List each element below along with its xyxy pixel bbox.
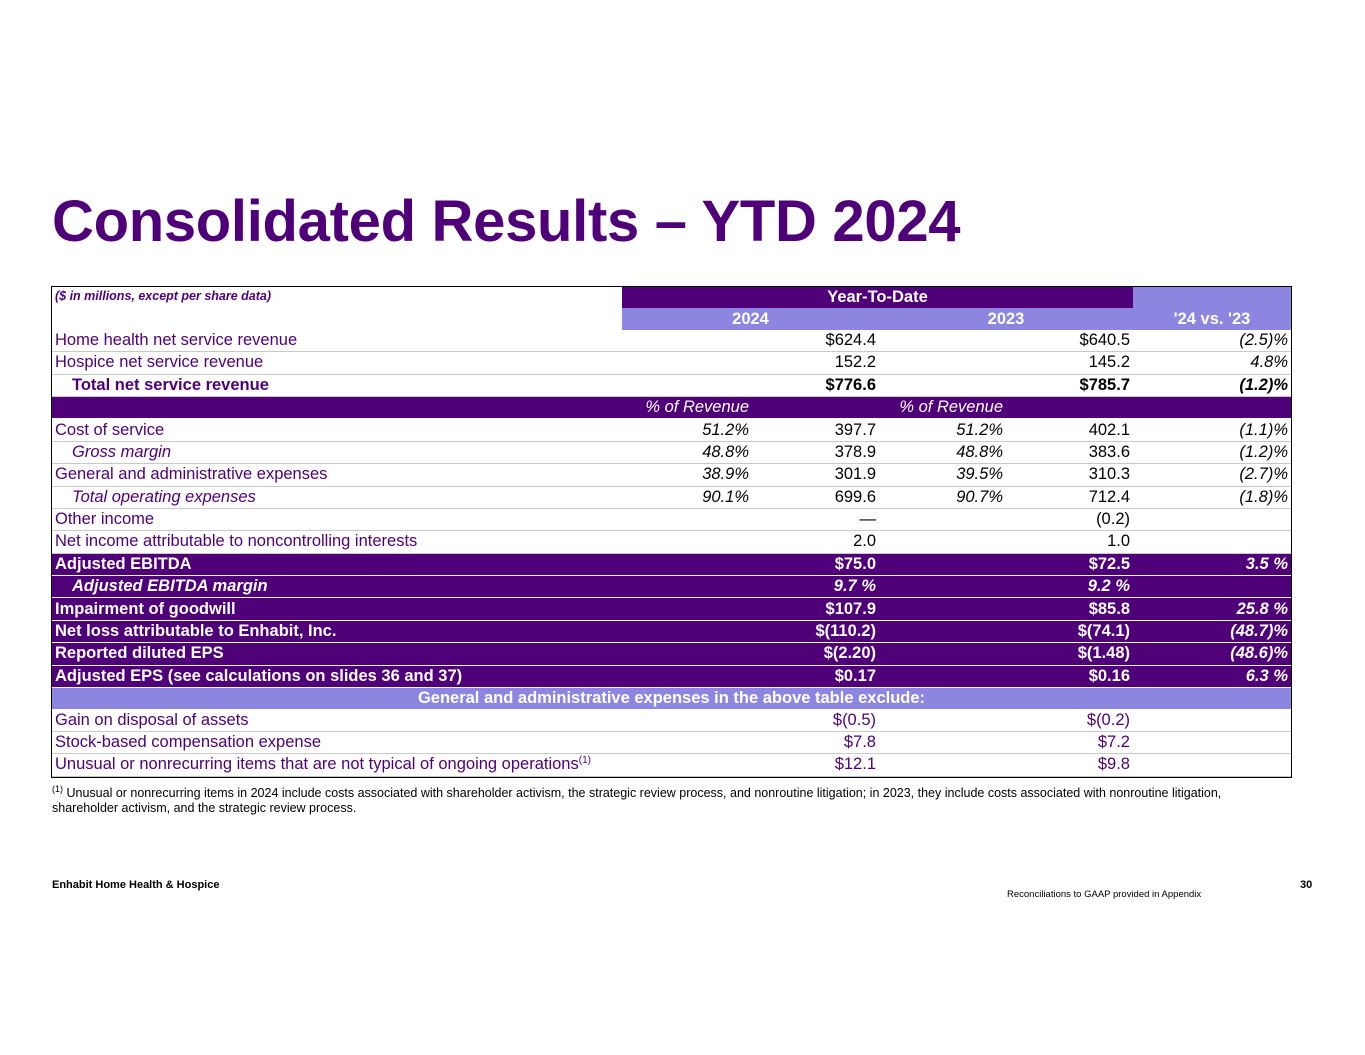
table-row [52,352,1291,374]
footnote-text: Unusual or nonrecurring items in 2024 include costs associated with shareholder activism, the strategic review process, and nonroutine litigation; in 2023, they include costs associated with nonroutine litigation, shareholder activism, and the strategic review process. [52,786,1222,816]
row-label: Impairment of goodwill [52,598,622,620]
row-label: Adjusted EBITDA [52,553,622,575]
col-header-2024: 2024 [622,308,879,329]
value-2024: 397.7 [752,419,879,441]
row-label: Net income attributable to noncontrolling interests [52,531,622,553]
row-label [52,754,622,776]
group-header-ytd: Year-To-Date [622,287,1133,308]
table-row [52,508,1291,530]
value-2024: 152.2 [752,352,879,374]
pct-header-row [52,396,1291,418]
units-note: ($ in millions, except per share data) [55,289,272,303]
exclude-header-row [52,688,1291,710]
pct-2024: 48.8% [622,441,752,463]
table-row [52,553,1291,575]
value-change: (48.6)% [1133,643,1291,665]
value-2024: $624.4 [752,330,879,352]
row-label: Gross margin [52,441,622,463]
value-2023: 310.3 [1006,464,1133,486]
page-title: Consolidated Results – YTD 2024 [52,189,961,254]
table-row [52,576,1291,598]
col-header-change: '24 vs. '23 [1133,308,1291,329]
value-2024: $7.8 [752,731,879,753]
row-label: Adjusted EBITDA margin [52,576,622,598]
table-row [52,731,1291,753]
value-2023: 383.6 [1006,441,1133,463]
value-change: 3.5 % [1133,553,1291,575]
value-2024: 2.0 [752,531,879,553]
pct-2023: 90.7% [879,486,1006,508]
reconciliation-note: Reconciliations to GAAP provided in Appendix [1007,889,1202,900]
value-2023: $72.5 [1006,553,1133,575]
value-2024: 9.7 % [752,576,879,598]
value-change: (1.2)% [1133,374,1291,396]
table-row [52,598,1291,620]
value-2023: (0.2) [1006,508,1133,530]
pct-2024: 51.2% [622,419,752,441]
row-label: Cost of service [52,419,622,441]
table-row [52,620,1291,642]
value-change: 6.3 % [1133,665,1291,687]
value-change: 4.8% [1133,352,1291,374]
table-header-row-1 [52,287,1291,308]
table-row [52,486,1291,508]
value-2023: $0.16 [1006,665,1133,687]
table-row [52,464,1291,486]
value-2023: $(0.2) [1006,709,1133,731]
table-row [52,754,1291,776]
value-2024: $(110.2) [752,620,879,642]
footnote-marker: (1) [578,755,591,767]
value-change: (1.2)% [1133,441,1291,463]
row-label: Gain on disposal of assets [52,709,622,731]
value-2023: $7.2 [1006,731,1133,753]
value-2023: 9.2 % [1006,576,1133,598]
row-label: Other income [52,508,622,530]
value-2024: 378.9 [752,441,879,463]
value-2024: $12.1 [752,754,879,776]
value-2023: $(1.48) [1006,643,1133,665]
footnote [52,782,1272,816]
row-label: Net loss attributable to Enhabit, Inc. [52,620,622,642]
value-2024: $0.17 [752,665,879,687]
value-2023: $785.7 [1006,374,1133,396]
pct-revenue-header-2024: % of Revenue [622,396,752,418]
table-row [52,709,1291,731]
table-row [52,643,1291,665]
pct-2023: 48.8% [879,441,1006,463]
value-change: (2.5)% [1133,330,1291,352]
value-2024: $(0.5) [752,709,879,731]
table-row [52,330,1291,352]
value-2023: 402.1 [1006,419,1133,441]
pct-revenue-header-2023: % of Revenue [879,396,1006,418]
pct-2023: 39.5% [879,464,1006,486]
row-label: Total net service revenue [52,374,622,396]
value-change: (1.8)% [1133,486,1291,508]
table-row [52,419,1291,441]
table-row [52,441,1291,463]
row-label: General and administrative expenses [52,464,622,486]
row-label: Reported diluted EPS [52,643,622,665]
table-row [52,665,1291,687]
value-2023: 1.0 [1006,531,1133,553]
row-label: Stock-based compensation expense [52,731,622,753]
col-header-2023: 2023 [879,308,1133,329]
value-2024: $107.9 [752,598,879,620]
row-label: Hospice net service revenue [52,352,622,374]
page-number: 30 [1300,879,1313,891]
pct-2023: 51.2% [879,419,1006,441]
value-2023: 145.2 [1006,352,1133,374]
value-2024: 301.9 [752,464,879,486]
value-2024: $75.0 [752,553,879,575]
row-label-text: Unusual or nonrecurring items that are not typical of ongoing operations [55,755,579,774]
value-2023: 712.4 [1006,486,1133,508]
value-change: (1.1)% [1133,419,1291,441]
value-2024: $(2.20) [752,643,879,665]
row-label: Total operating expenses [52,486,622,508]
value-change: (2.7)% [1133,464,1291,486]
row-label: Home health net service revenue [52,330,622,352]
pct-2024: 90.1% [622,486,752,508]
row-label: Adjusted EPS (see calculations on slides 36 and 37) [52,665,622,687]
value-2024: — [752,508,879,530]
value-change: 25.8 % [1133,598,1291,620]
table-row [52,374,1291,396]
value-2024: $776.6 [752,374,879,396]
value-2023: $(74.1) [1006,620,1133,642]
value-2023: $85.8 [1006,598,1133,620]
value-2023: $9.8 [1006,754,1133,776]
exclude-header: General and administrative expenses in the above table exclude: [52,688,1291,710]
value-2024: 699.6 [752,486,879,508]
consolidated-results-table [52,287,1291,777]
value-2023: $640.5 [1006,330,1133,352]
pct-2024: 38.9% [622,464,752,486]
value-change: (48.7)% [1133,620,1291,642]
footer-brand: Enhabit Home Health & Hospice [52,879,220,891]
table-row [52,531,1291,553]
footnote-marker: (1) [52,784,63,794]
